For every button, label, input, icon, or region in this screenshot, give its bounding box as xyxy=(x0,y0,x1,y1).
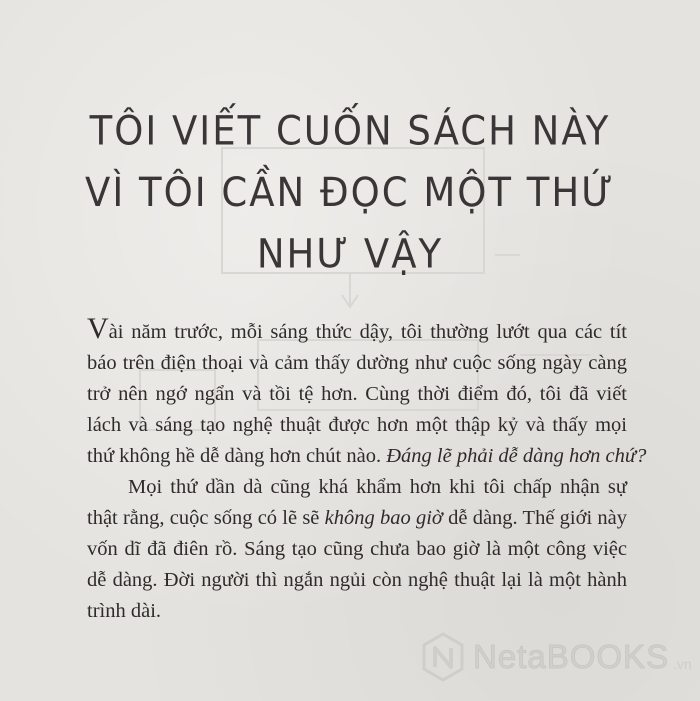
paragraph-2-line-1: Mọi thứ dần dà cũng khá khẩm hơn khi tôi chấp nhận sự xyxy=(128,476,627,498)
paragraph-1-line-3: trở nên ngớ ngẩn và tồi tệ hơn. Cùng thời điểm đó, tôi đã viết xyxy=(87,383,627,405)
neta-hexagon-logo-icon xyxy=(421,632,465,682)
paragraph-2-line-2-text-b: dễ dàng. Thế giới này xyxy=(442,507,627,529)
chapter-title-line-1: TÔI VIẾT CUỐN SÁCH NÀY xyxy=(89,107,611,155)
chapter-title xyxy=(60,100,640,285)
paragraph-1-italic-question: Đáng lẽ phải dễ dàng hơn chứ? xyxy=(386,445,647,467)
chapter-title-line-2: VÌ TÔI CẦN ĐỌC MỘT THỨ xyxy=(85,169,615,216)
paragraph-1-line-1 xyxy=(87,312,627,348)
paragraph-2-italic-emphasis: không bao giờ xyxy=(324,507,443,529)
paragraph-2-line-2-text-a: thật rằng, cuộc sống có lẽ sẽ xyxy=(87,507,325,529)
paragraph-2-line-3: vốn dĩ đã điên rồ. Sáng tạo cũng chưa bao giờ là một công việc xyxy=(87,538,627,560)
watermark-brand: NetaBOOKS xyxy=(473,638,670,675)
paragraph-1-line-4: lách và sáng tạo nghệ thuật được hơn một thập kỷ và thấy mọi xyxy=(87,414,627,436)
paragraph-1 xyxy=(87,312,647,472)
paragraph-1-line-2: báo trên điện thoại và cảm thấy dường như cuộc sống ngày càng xyxy=(87,352,627,374)
paragraph-2-line-2 xyxy=(87,503,627,534)
paragraph-2 xyxy=(87,472,627,627)
paragraph-1-line-5-text: thứ không hề dễ dàng hơn chút nào. xyxy=(87,445,387,467)
chapter-title-line-3: NHƯ VẬY xyxy=(256,230,444,278)
drop-cap: V xyxy=(87,312,109,345)
body-text xyxy=(87,312,647,627)
paragraph-2-line-4: dễ dàng. Đời người thì ngắn ngủi còn nghệ thuật lại là một hành xyxy=(87,569,627,591)
paragraph-1-line-1-text: ài năm trước, mỗi sáng thức dậy, tôi thường lướt qua các tít xyxy=(108,321,627,343)
paragraph-1-line-5 xyxy=(87,441,647,472)
watermark xyxy=(421,630,692,684)
watermark-tld: .vn xyxy=(673,656,692,672)
paragraph-2-line-5: trình dài. xyxy=(87,600,162,622)
